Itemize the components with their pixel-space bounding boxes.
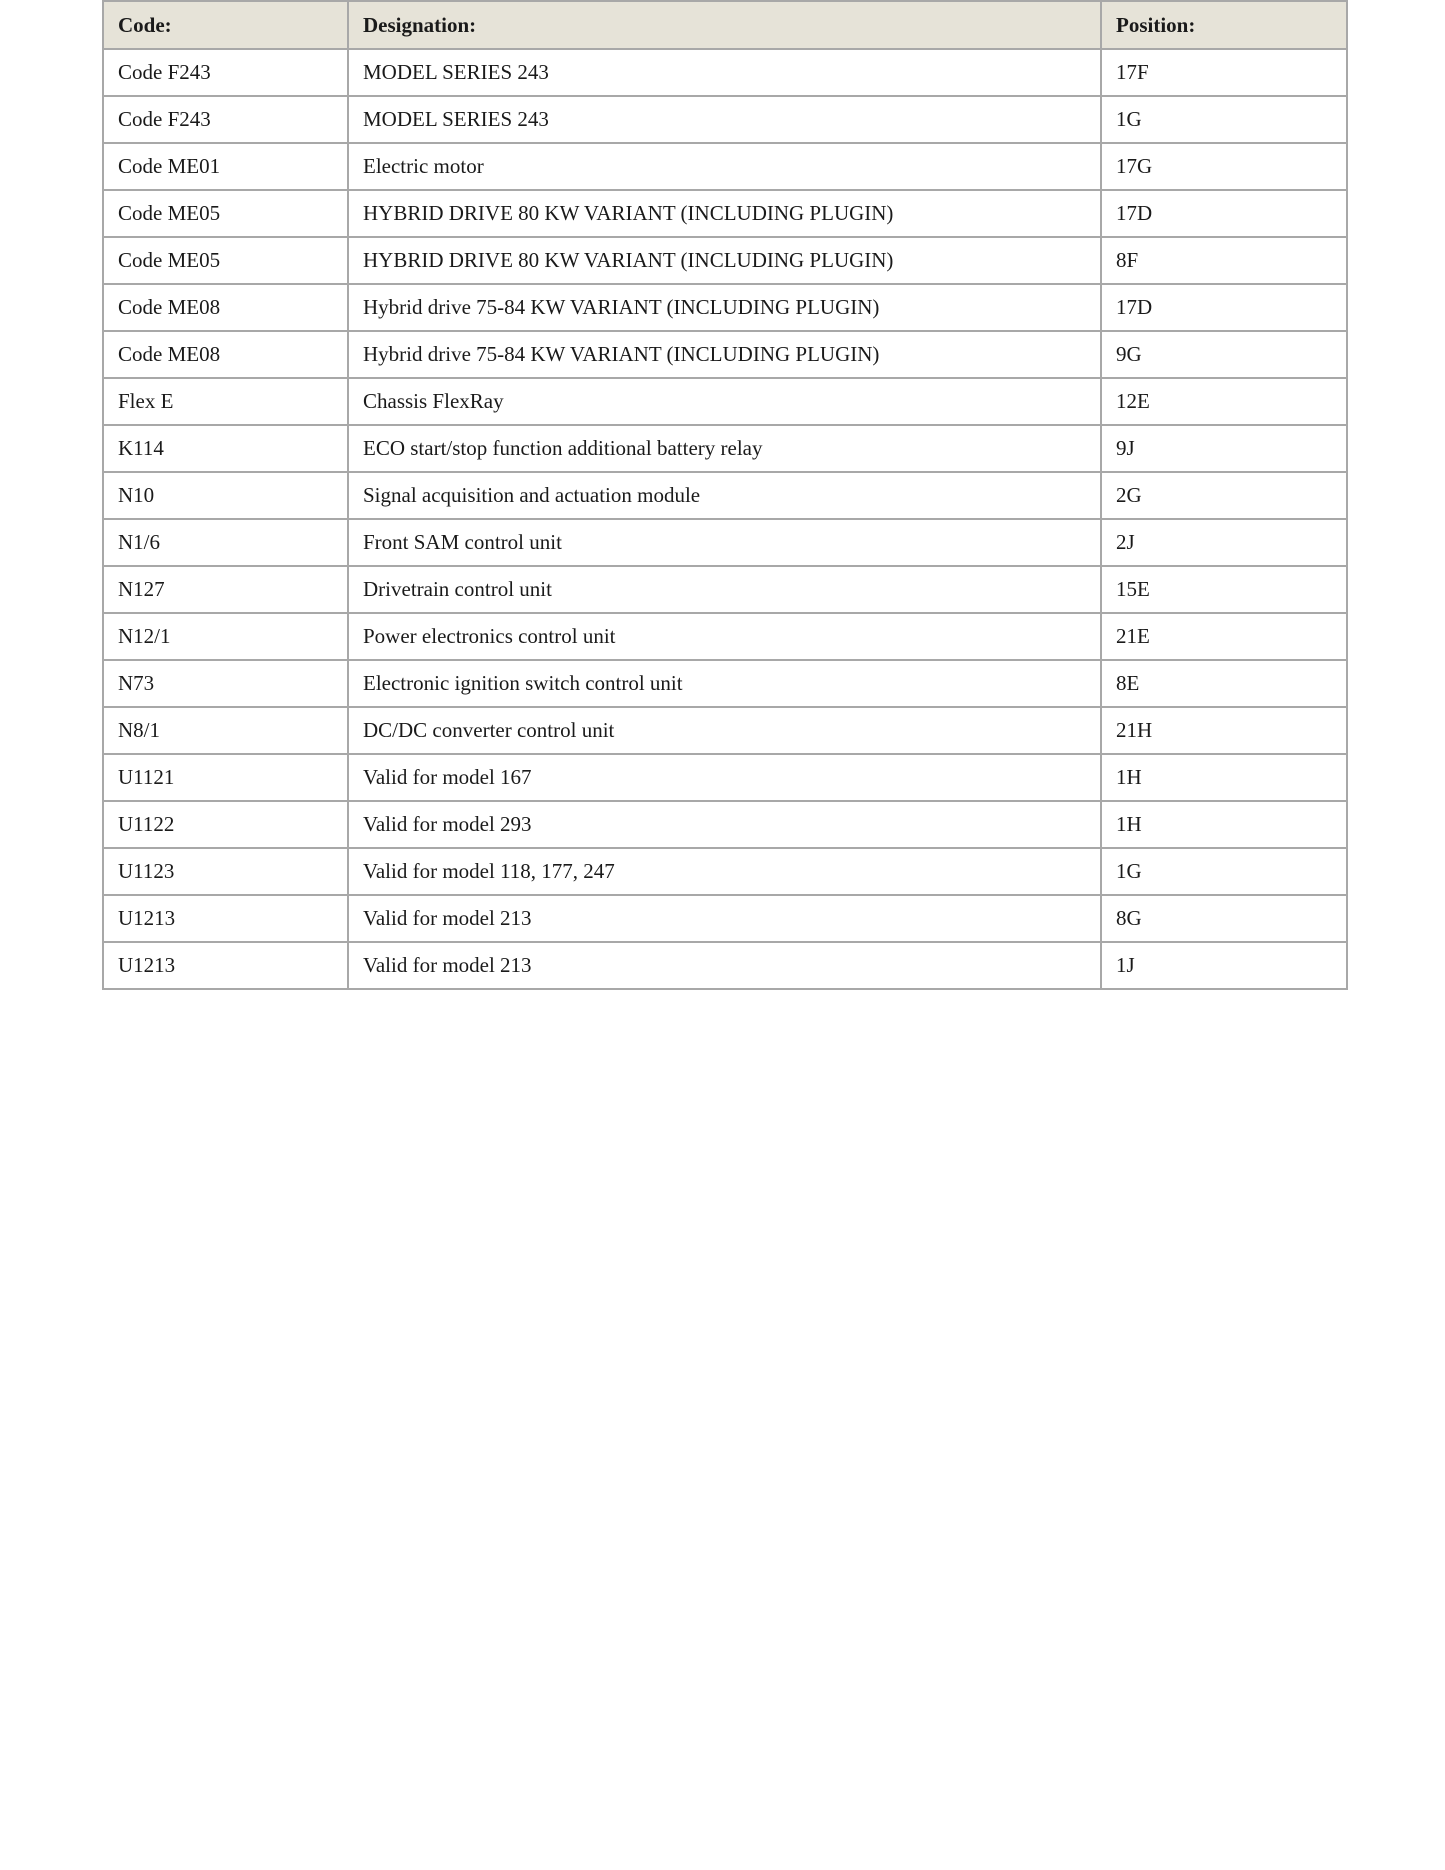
cell-code: N1/6 bbox=[103, 519, 348, 566]
cell-position: 17G bbox=[1101, 143, 1347, 190]
cell-position: 21E bbox=[1101, 613, 1347, 660]
header-position: Position: bbox=[1101, 1, 1347, 49]
table-row bbox=[103, 519, 1347, 566]
table-row bbox=[103, 237, 1347, 284]
cell-code: Flex E bbox=[103, 378, 348, 425]
table-row bbox=[103, 49, 1347, 96]
cell-code: U1213 bbox=[103, 942, 348, 989]
cell-designation: Valid for model 213 bbox=[348, 895, 1101, 942]
cell-designation: Valid for model 293 bbox=[348, 801, 1101, 848]
header-row bbox=[103, 1, 1347, 49]
cell-code: K114 bbox=[103, 425, 348, 472]
table-row bbox=[103, 96, 1347, 143]
table-row bbox=[103, 895, 1347, 942]
table-row bbox=[103, 472, 1347, 519]
cell-position: 8G bbox=[1101, 895, 1347, 942]
cell-designation: Signal acquisition and actuation module bbox=[348, 472, 1101, 519]
cell-code: Code ME05 bbox=[103, 190, 348, 237]
table-row bbox=[103, 942, 1347, 989]
cell-code: Code F243 bbox=[103, 49, 348, 96]
table-row bbox=[103, 754, 1347, 801]
cell-code: N12/1 bbox=[103, 613, 348, 660]
table-row bbox=[103, 613, 1347, 660]
header-designation: Designation: bbox=[348, 1, 1101, 49]
cell-position: 8E bbox=[1101, 660, 1347, 707]
cell-designation: Front SAM control unit bbox=[348, 519, 1101, 566]
cell-code: Code F243 bbox=[103, 96, 348, 143]
cell-position: 17D bbox=[1101, 190, 1347, 237]
cell-designation: Drivetrain control unit bbox=[348, 566, 1101, 613]
cell-code: Code ME01 bbox=[103, 143, 348, 190]
table-row bbox=[103, 284, 1347, 331]
table-row bbox=[103, 660, 1347, 707]
cell-code: U1213 bbox=[103, 895, 348, 942]
cell-position: 8F bbox=[1101, 237, 1347, 284]
table-row bbox=[103, 331, 1347, 378]
cell-designation: Electronic ignition switch control unit bbox=[348, 660, 1101, 707]
cell-code: Code ME08 bbox=[103, 331, 348, 378]
header-code: Code: bbox=[103, 1, 348, 49]
cell-position: 1H bbox=[1101, 754, 1347, 801]
cell-designation: Hybrid drive 75-84 KW VARIANT (INCLUDING PLUGIN) bbox=[348, 331, 1101, 378]
cell-designation: HYBRID DRIVE 80 KW VARIANT (INCLUDING PLUGIN) bbox=[348, 237, 1101, 284]
cell-designation: ECO start/stop function additional battery relay bbox=[348, 425, 1101, 472]
cell-code: U1121 bbox=[103, 754, 348, 801]
cell-code: N127 bbox=[103, 566, 348, 613]
cell-designation: Valid for model 167 bbox=[348, 754, 1101, 801]
cell-position: 21H bbox=[1101, 707, 1347, 754]
component-table bbox=[102, 0, 1348, 990]
table-row bbox=[103, 707, 1347, 754]
cell-code: N73 bbox=[103, 660, 348, 707]
cell-position: 1J bbox=[1101, 942, 1347, 989]
table-header bbox=[103, 1, 1347, 49]
cell-designation: Valid for model 213 bbox=[348, 942, 1101, 989]
table-body bbox=[103, 49, 1347, 989]
table-row bbox=[103, 801, 1347, 848]
cell-position: 1H bbox=[1101, 801, 1347, 848]
cell-designation: Electric motor bbox=[348, 143, 1101, 190]
cell-code: Code ME05 bbox=[103, 237, 348, 284]
cell-code: Code ME08 bbox=[103, 284, 348, 331]
cell-designation: Chassis FlexRay bbox=[348, 378, 1101, 425]
cell-designation: MODEL SERIES 243 bbox=[348, 96, 1101, 143]
table-row bbox=[103, 378, 1347, 425]
cell-designation: Hybrid drive 75-84 KW VARIANT (INCLUDING PLUGIN) bbox=[348, 284, 1101, 331]
cell-designation: Power electronics control unit bbox=[348, 613, 1101, 660]
cell-code: U1123 bbox=[103, 848, 348, 895]
cell-position: 12E bbox=[1101, 378, 1347, 425]
cell-position: 17F bbox=[1101, 49, 1347, 96]
cell-designation: DC/DC converter control unit bbox=[348, 707, 1101, 754]
cell-designation: HYBRID DRIVE 80 KW VARIANT (INCLUDING PLUGIN) bbox=[348, 190, 1101, 237]
cell-code: N8/1 bbox=[103, 707, 348, 754]
cell-position: 15E bbox=[1101, 566, 1347, 613]
cell-position: 1G bbox=[1101, 96, 1347, 143]
cell-designation: MODEL SERIES 243 bbox=[348, 49, 1101, 96]
cell-designation: Valid for model 118, 177, 247 bbox=[348, 848, 1101, 895]
cell-position: 2G bbox=[1101, 472, 1347, 519]
cell-position: 17D bbox=[1101, 284, 1347, 331]
table-row bbox=[103, 566, 1347, 613]
table-row bbox=[103, 848, 1347, 895]
cell-code: U1122 bbox=[103, 801, 348, 848]
cell-position: 9G bbox=[1101, 331, 1347, 378]
cell-position: 1G bbox=[1101, 848, 1347, 895]
cell-code: N10 bbox=[103, 472, 348, 519]
table-row bbox=[103, 190, 1347, 237]
cell-position: 2J bbox=[1101, 519, 1347, 566]
table-row bbox=[103, 425, 1347, 472]
cell-position: 9J bbox=[1101, 425, 1347, 472]
table-row bbox=[103, 143, 1347, 190]
